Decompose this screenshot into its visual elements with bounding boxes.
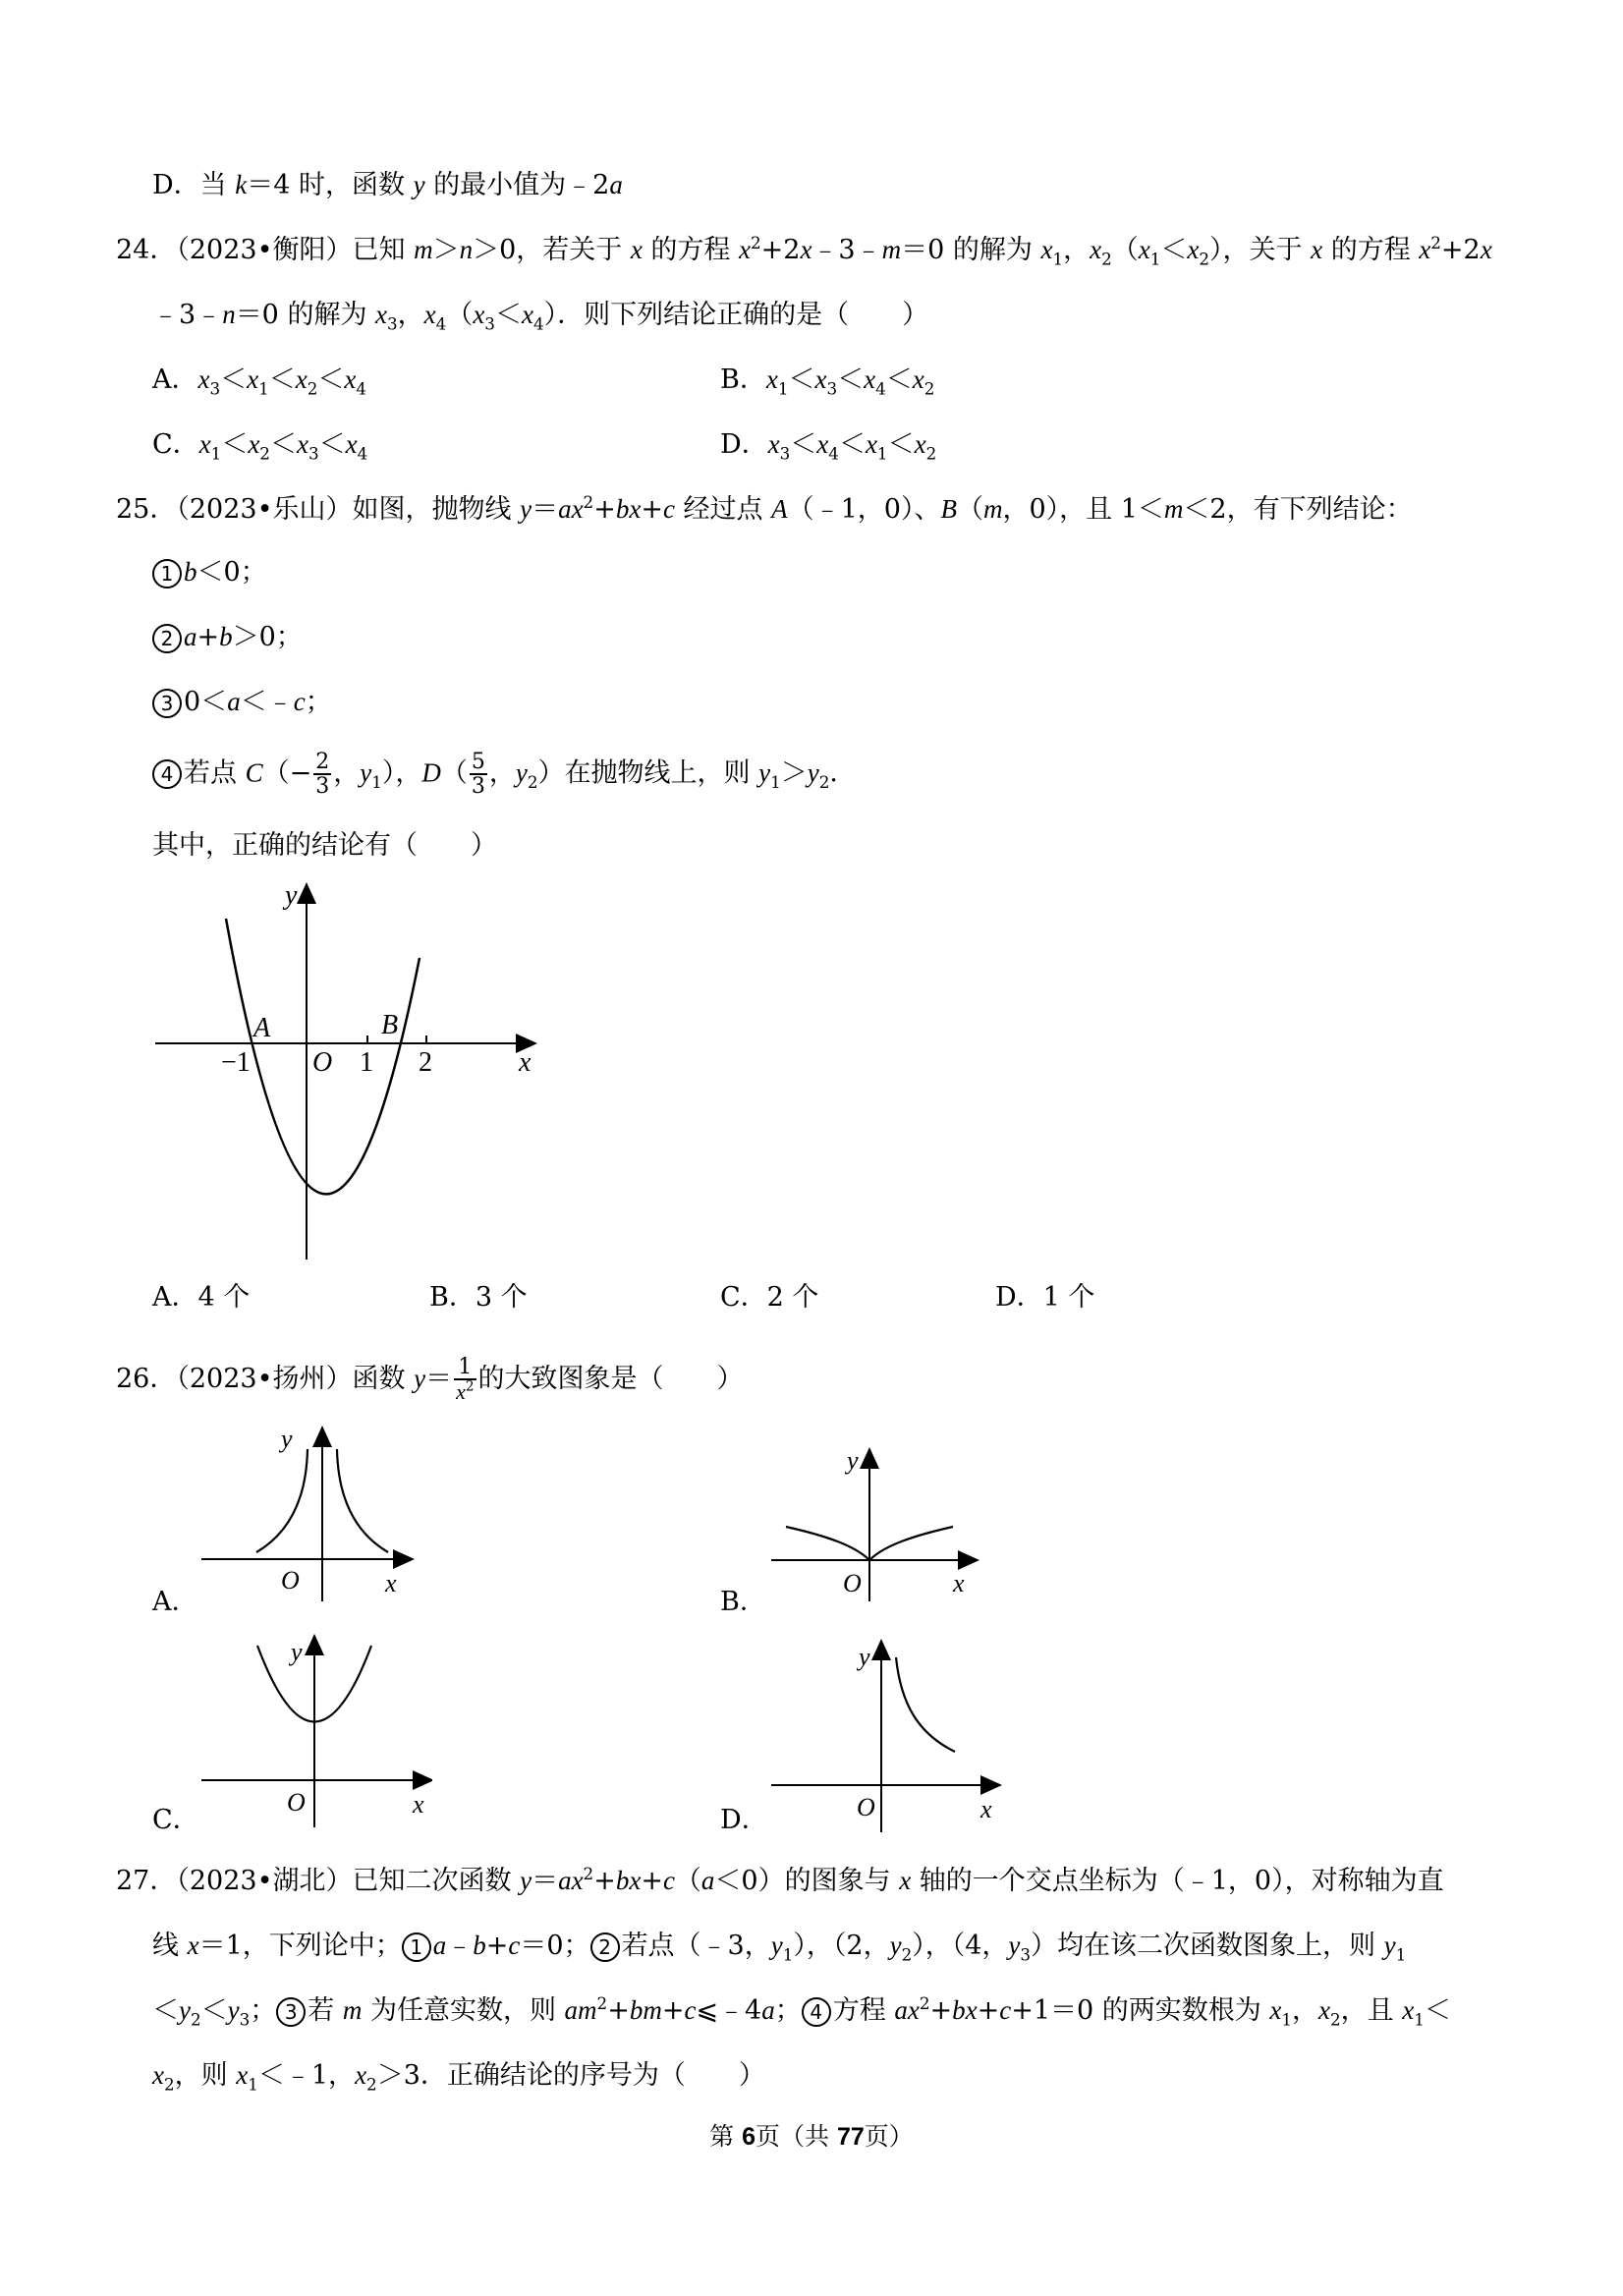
q26-option-b-label: B． bbox=[720, 1587, 766, 1617]
svg-text:y: y bbox=[847, 1446, 859, 1475]
tick-label-1: 1 bbox=[360, 1047, 373, 1078]
circled-number: 4 bbox=[802, 1997, 831, 2027]
q24-option-c: C．$x_1<x_2<x_3<x_4$ bbox=[152, 429, 368, 464]
q24-stem-line2: ﹣3﹣n＝0 的解为 $x_3$，$x_4(x_3<x_4)$．则下列结论正确的是（ ） bbox=[152, 300, 929, 334]
curve-right bbox=[896, 1657, 955, 1752]
fraction: $\frac{1}{x^2}$ bbox=[456, 1355, 475, 1405]
q27-line2: 线 x＝1，下列论中； 1 a﹣b+c＝0； 2 若点（﹣3，$y_1$），（2，$y_2$），（4，$y_3$）均在该二次函数图象上，则 $y_1$ bbox=[152, 1931, 1407, 1965]
svg-text:y: y bbox=[281, 1425, 293, 1453]
curve-right bbox=[869, 1527, 953, 1560]
x-axis-label: x bbox=[519, 1047, 532, 1078]
q24-option-b: B．$x_1<x_3<x_4<x_2$ bbox=[720, 364, 935, 399]
circled-number: 2 bbox=[152, 624, 182, 653]
svg-text:x: x bbox=[953, 1569, 965, 1597]
q26-graph-a bbox=[196, 1420, 422, 1601]
q25-conclusion-1: 1 b＜0； bbox=[152, 556, 267, 588]
q23-option-d: D．当 k＝4 时，函数 y 的最小值为﹣2a bbox=[152, 170, 623, 200]
fraction: $\frac{5}{3}$ bbox=[471, 750, 485, 800]
q26-option-c-label: C． bbox=[152, 1805, 199, 1835]
q27-line3: $<y_2<y_3$； 3 若 m 为任意实数，则 $am^2+bm+c⩽﹣4a$； 4 方程 $ax^2+bx+c+1=0$ 的两实数根为 $x_1$，$x_2$，且 $x_1<$ bbox=[152, 1993, 1451, 2030]
page-footer: 第 6页（共 77页） bbox=[709, 2122, 914, 2151]
svg-text:O: O bbox=[281, 1566, 300, 1595]
q27-line1: 27．（2023•湖北）已知二次函数 $y=ax^2+bx+c(a<0)$的图象与 x 轴的一个交点坐标为（﹣1，0），对称轴为直 bbox=[116, 1864, 1444, 1896]
svg-text:x: x bbox=[980, 1795, 992, 1823]
svg-text:O: O bbox=[857, 1793, 875, 1821]
point-a-label: A bbox=[253, 1013, 271, 1043]
total-pages: 77 bbox=[836, 2123, 865, 2151]
q25-option-a: A．4 个 bbox=[152, 1282, 251, 1313]
circled-number: 1 bbox=[402, 1932, 431, 1962]
q27-line4: $x_2$，则 $x_1<﹣1$，$x_2>3$．正确结论的序号为（ ） bbox=[152, 2060, 765, 2095]
q26-graph-c bbox=[196, 1631, 432, 1827]
q25-option-d: D．1 个 bbox=[995, 1282, 1095, 1313]
circled-number: 1 bbox=[152, 559, 182, 588]
circled-number: 3 bbox=[152, 689, 182, 718]
y-axis-label: y bbox=[285, 880, 298, 911]
q25-option-c: C．2 个 bbox=[720, 1282, 819, 1313]
point-b-label: B bbox=[381, 1010, 399, 1040]
q26-graph-b bbox=[766, 1444, 992, 1601]
svg-text:O: O bbox=[287, 1788, 306, 1817]
q25-option-b: B．3 个 bbox=[429, 1282, 528, 1313]
circled-number: 2 bbox=[590, 1932, 620, 1962]
tick-label-2: 2 bbox=[419, 1047, 432, 1078]
curve-right bbox=[337, 1449, 388, 1552]
q24-option-d: D．$x_3<x_4<x_1<x_2$ bbox=[720, 429, 937, 464]
curve-left bbox=[256, 1449, 308, 1552]
q25-stem: 25．（2023•乐山）如图，抛物线 $y=ax^2+bx+c$ 经过点 A（﹣1，0）、B（m，0），且 1＜m＜2，有下列结论： bbox=[116, 492, 1413, 525]
page-number: 6 bbox=[742, 2123, 756, 2151]
q24-option-a: A．$x_3<x_1<x_2<x_4$ bbox=[152, 364, 367, 399]
q26-graph-d bbox=[766, 1636, 1002, 1832]
svg-text:O: O bbox=[843, 1569, 862, 1597]
curve-left bbox=[786, 1527, 869, 1560]
tick-label-neg1: −1 bbox=[221, 1047, 251, 1078]
q25-question: 其中，正确的结论有（ ） bbox=[152, 830, 497, 861]
circled-number: 3 bbox=[276, 1997, 306, 2027]
svg-text:y: y bbox=[859, 1643, 870, 1671]
origin-label: O bbox=[312, 1047, 333, 1078]
circled-number: 4 bbox=[152, 759, 182, 789]
q26-stem: 26．（2023•扬州）函数 y＝ $\frac{1}{x^2}$ 的大致图象是（ ） bbox=[116, 1355, 744, 1405]
q24-stem-line1: 24．（2023•衡阳）已知 m＞n＞0，若关于 x 的方程 $x^2+2x﹣3﹣m=0$ 的解为 $x_1$，$x_2(x_1<x_2)$，关于 x 的方程 $x^2+2x$ bbox=[116, 233, 1492, 269]
q25-parabola-graph bbox=[147, 874, 560, 1267]
q26-option-a-label: A． bbox=[152, 1587, 198, 1617]
q25-conclusion-3: 3 0＜a＜﹣c； bbox=[152, 686, 332, 718]
q25-conclusion-2: 2 a+b＞0； bbox=[152, 621, 303, 653]
q25-conclusion-4: 4 若点 C（− $\frac{2}{3}$ ，$y_1$），D（ $\frac{5}{3}$ ，$y_2$）在抛物线上，则 $y_1>y_2$． bbox=[152, 751, 856, 798]
svg-text:x: x bbox=[413, 1790, 424, 1819]
q26-option-d-label: D． bbox=[720, 1805, 768, 1835]
fraction: $\frac{2}{3}$ bbox=[315, 750, 330, 800]
svg-text:x: x bbox=[385, 1569, 397, 1597]
svg-text:y: y bbox=[291, 1638, 303, 1666]
